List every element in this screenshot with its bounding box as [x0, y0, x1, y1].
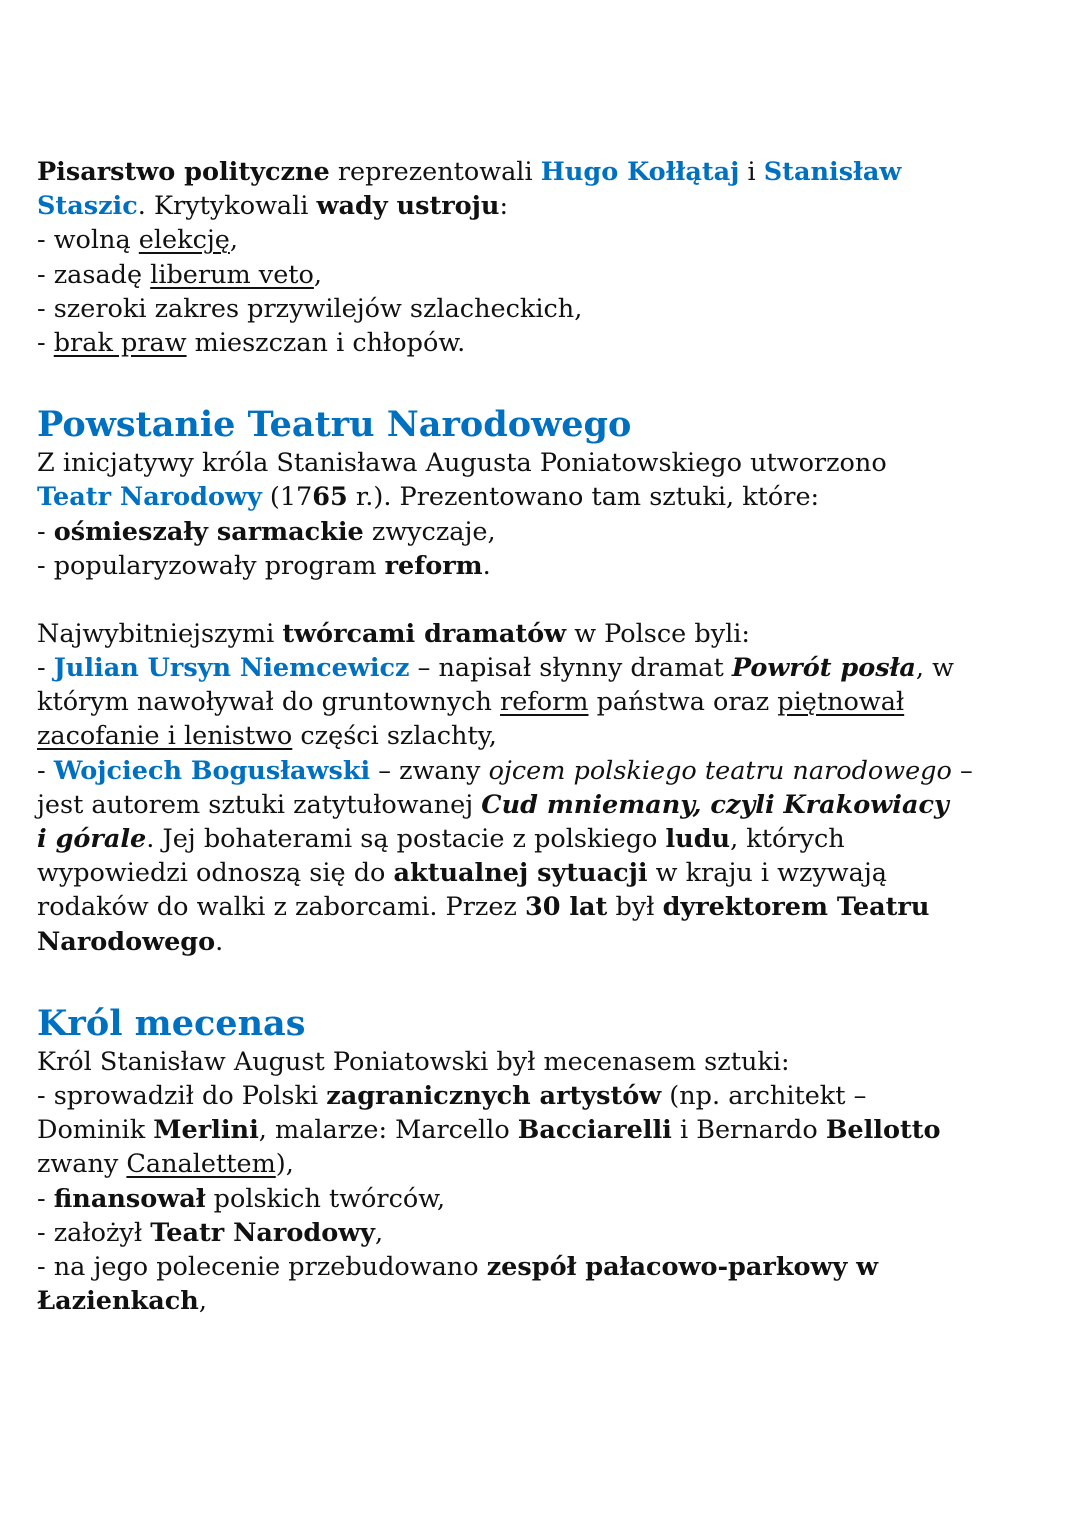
text-segment: i — [739, 157, 764, 187]
text-line — [37, 1045, 973, 1079]
text-segment: , — [313, 259, 323, 290]
emphasized-text: Powrót posła — [731, 653, 916, 684]
text-segment: – napisał słynny dramat — [409, 653, 732, 684]
text-line — [37, 617, 973, 651]
text-segment: - szeroki zakres przywilejów szlacheckich, — [37, 293, 583, 324]
section-heading — [37, 404, 973, 446]
emphasized-text: dyrektorem Teatru — [662, 892, 930, 923]
text-line — [37, 1147, 973, 1181]
emphasized-text: Łazienkach — [37, 1286, 199, 1317]
text-segment: (np. architekt – — [661, 1080, 867, 1111]
text-line — [37, 719, 973, 753]
text-segment: w kraju i wzywają — [647, 858, 887, 889]
text-line — [37, 1113, 973, 1147]
text-line — [37, 856, 973, 890]
text-line — [37, 549, 973, 583]
section-heading — [37, 1003, 973, 1045]
text-segment: , których — [730, 824, 845, 854]
underlined-term: Canalettem — [126, 1149, 276, 1180]
text-segment: - popularyzowały program — [37, 550, 385, 581]
underlined-term: elekcję — [138, 225, 230, 256]
emphasized-text: 65 — [312, 482, 348, 513]
text-segment: Z inicjatywy króla Stanisława Augusta Poniatowskiego utworzono — [37, 448, 887, 479]
text-line — [37, 155, 973, 189]
text-segment: państwa oraz — [588, 687, 778, 718]
emphasized-text: zespół pałacowo-parkowy w — [486, 1251, 879, 1282]
emphasized-text: Pisarstwo polityczne — [37, 157, 330, 187]
paragraph-gap — [37, 583, 973, 617]
emphasized-text: 30 lat — [524, 892, 608, 923]
text-segment: - — [37, 653, 54, 684]
text-segment: . Krytykowali — [137, 191, 317, 222]
text-segment: r.). Prezentowano tam sztuki, które: — [347, 482, 820, 513]
underlined-term: liberum veto — [150, 259, 314, 290]
text-line — [37, 651, 973, 685]
text-segment: polskich twórców, — [205, 1183, 446, 1214]
text-segment: jest autorem sztuki zatytułowanej — [37, 789, 482, 820]
text-line — [37, 1182, 973, 1216]
text-segment: - — [37, 755, 54, 786]
text-line — [37, 822, 973, 856]
text-segment: , — [198, 1286, 207, 1317]
text-segment: . — [482, 550, 491, 581]
text-line — [37, 1284, 973, 1318]
text-segment: - sprowadził do Polski — [37, 1080, 327, 1111]
text-segment: , w — [915, 653, 954, 684]
text-segment: , malarze: Marcello — [258, 1115, 518, 1146]
text-line — [37, 258, 973, 292]
emphasized-text: i górale — [37, 824, 147, 854]
underlined-term: brak praw — [53, 327, 187, 358]
emphasized-text: reform — [384, 550, 483, 581]
text-line — [37, 326, 973, 360]
highlighted-name: Staszic — [37, 191, 138, 222]
text-segment: - — [37, 1183, 54, 1214]
paragraph-gap — [37, 959, 973, 993]
emphasized-text: Bacciarelli — [517, 1115, 672, 1146]
emphasized-text: finansował — [53, 1183, 206, 1214]
text-line — [37, 788, 973, 822]
text-line — [37, 480, 973, 514]
emphasized-text: ludu — [665, 824, 731, 854]
text-segment: - zasadę — [37, 259, 151, 290]
text-segment: – — [951, 755, 973, 786]
text-segment: Król mecenas — [37, 1002, 306, 1044]
emphasized-text: ośmieszały sarmackie — [53, 516, 364, 547]
text-line — [37, 890, 973, 924]
text-line — [37, 1216, 973, 1250]
emphasized-text: Teatr Narodowy — [150, 1217, 375, 1248]
highlighted-name: Stanisław — [763, 157, 902, 187]
emphasized-text: twórcami dramatów — [282, 618, 567, 649]
text-segment: . Jej bohaterami są postacie z polskiego — [146, 824, 666, 854]
text-segment: Król Stanisław August Poniatowski był mecenasem sztuki: — [37, 1046, 790, 1077]
emphasized-text: ojcem polskiego teatru narodowego — [488, 755, 952, 786]
text-line — [37, 223, 973, 257]
text-segment: Najwybitniejszymi — [37, 618, 283, 649]
text-segment: części szlachty, — [292, 721, 497, 752]
text-segment: ), — [275, 1149, 294, 1180]
text-line — [37, 1250, 973, 1284]
highlighted-name: Hugo Kołłątaj — [540, 157, 740, 187]
text-segment: Dominik — [37, 1115, 154, 1146]
text-segment: był — [607, 892, 663, 923]
text-segment: mieszczan i chłopów. — [186, 327, 466, 358]
text-segment: wypowiedzi odnoszą się do — [37, 858, 394, 889]
emphasized-text: Merlini — [153, 1115, 259, 1146]
text-segment: , — [229, 225, 238, 256]
highlighted-name: Teatr Narodowy — [37, 482, 262, 513]
text-line — [37, 1079, 973, 1113]
emphasized-text: Narodowego — [37, 926, 216, 957]
underlined-term: reform — [500, 687, 589, 718]
text-segment: - założył — [37, 1217, 151, 1248]
highlighted-name: Julian Ursyn Niemcewicz — [53, 653, 410, 684]
text-segment: i Bernardo — [671, 1115, 826, 1146]
emphasized-text: zagranicznych artystów — [326, 1080, 662, 1111]
underlined-term: zacofanie i lenistwo — [37, 721, 293, 752]
text-segment: rodaków do walki z zaborcami. Przez — [37, 892, 525, 923]
text-segment: : — [499, 191, 509, 222]
text-segment: w Polsce byli: — [566, 618, 751, 649]
paragraph-gap — [37, 360, 973, 394]
text-segment: Powstanie Teatru Narodowego — [37, 404, 632, 446]
text-line — [37, 925, 973, 959]
text-segment: zwyczaje, — [363, 516, 496, 547]
text-segment: , — [374, 1217, 384, 1248]
emphasized-text: Bellotto — [825, 1115, 941, 1146]
text-segment: – zwany — [370, 755, 489, 786]
text-segment: którym nawoływał do gruntownych — [37, 687, 501, 718]
text-segment: (17 — [261, 482, 313, 513]
text-line — [37, 189, 973, 223]
text-segment: - na jego polecenie przebudowano — [37, 1251, 487, 1282]
emphasized-text: aktualnej sytuacji — [393, 858, 648, 889]
text-line — [37, 685, 973, 719]
text-segment: - — [37, 516, 54, 547]
text-segment: - — [37, 327, 54, 358]
text-segment: zwany — [37, 1149, 127, 1180]
emphasized-text: wady ustroju — [316, 191, 500, 222]
text-line — [37, 446, 973, 480]
text-line — [37, 515, 973, 549]
highlighted-name: Wojciech Bogusławski — [53, 755, 371, 786]
text-segment: - wolną — [37, 225, 139, 256]
text-segment: reprezentowali — [329, 157, 541, 187]
emphasized-text: Cud mniemany, czyli Krakowiacy — [481, 789, 949, 820]
underlined-term: piętnował — [777, 687, 905, 718]
document-page — [37, 155, 973, 1318]
text-line — [37, 754, 973, 788]
text-segment: . — [215, 926, 224, 957]
text-line — [37, 292, 973, 326]
